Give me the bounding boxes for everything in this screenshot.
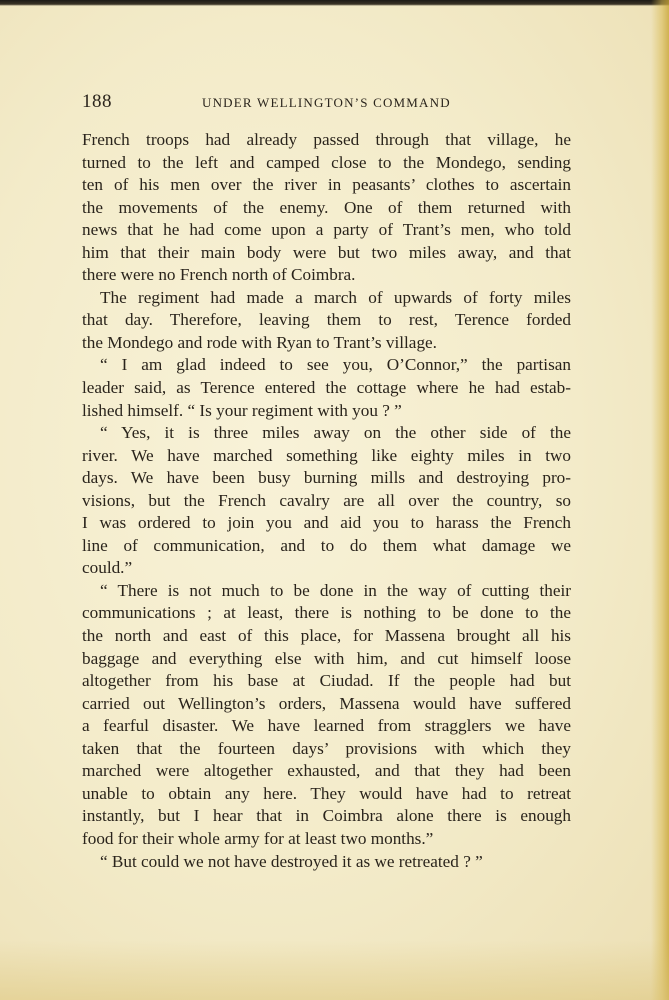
text-line: “ I am glad indeed to see you, O’Connor,” the partisan: [100, 355, 571, 375]
page-number: 188: [82, 91, 112, 112]
text-line: baggage and everything else with him, and cut himself loose: [82, 648, 571, 668]
text-line: turned to the left and camped close to the Mondego, sending: [82, 152, 571, 172]
text-line: a fearful disaster. We have learned from stragglers we have: [82, 716, 571, 736]
text-line: instantly, but I hear that in Coimbra alone there is enough: [82, 806, 571, 826]
page-bottom-shading: [0, 940, 669, 1000]
text-line: the Mondego and rode with Ryan to Trant’s village.: [82, 332, 437, 352]
body-text: [82, 129, 571, 873]
text-line: line of communication, and to do them what damage we: [82, 535, 571, 555]
text-line: taken that the fourteen days’ provisions with which they: [82, 738, 571, 758]
page-edge-shading: [651, 0, 669, 1000]
text-line: unable to obtain any here. They would have had to retreat: [82, 783, 571, 803]
text-line: “ There is not much to be done in the way of cutting their: [100, 580, 571, 600]
text-line: food for their whole army for at least two months.”: [82, 828, 434, 848]
text-line: ten of his men over the river in peasants’ clothes to ascertain: [82, 175, 571, 195]
page-header: [82, 91, 572, 115]
text-line: the movements of the enemy. One of them returned with: [82, 197, 571, 217]
text-line: days. We have been busy burning mills and destroying pro-: [82, 468, 571, 488]
text-line: “ But could we not have destroyed it as we retreated ? ”: [100, 851, 483, 871]
text-line: “ Yes, it is three miles away on the other side of the: [100, 423, 571, 443]
text-line: could.”: [82, 558, 133, 578]
text-line: marched were altogether exhausted, and that they had been: [82, 761, 571, 781]
text-line: leader said, as Terence entered the cottage where he had estab-: [82, 378, 571, 398]
text-line: lished himself. “ Is your regiment with you ? ”: [82, 400, 402, 420]
text-line: visions, but the French cavalry are all over the country, so: [82, 490, 571, 510]
text-line: news that he had come upon a party of Trant’s men, who told: [82, 220, 571, 240]
text-line: French troops had already passed through that village, he: [82, 130, 571, 149]
text-line: the north and east of this place, for Massena brought all his: [82, 626, 571, 646]
text-line: The regiment had made a march of upwards of forty miles: [100, 287, 571, 307]
text-line: that day. Therefore, leaving them to rest, Terence forded: [82, 310, 571, 330]
text-line: altogether from his base at Ciudad. If the people had but: [82, 671, 571, 691]
running-head: UNDER WELLINGTON’S COMMAND: [202, 95, 451, 110]
text-line: him that their main body were but two miles away, and that: [82, 242, 571, 262]
text-line: carried out Wellington’s orders, Massena would have suffered: [82, 693, 571, 713]
text-line: river. We have marched something like eighty miles in two: [82, 445, 571, 465]
text-line: communications ; at least, there is nothing to be done to the: [82, 603, 571, 623]
top-border: [0, 0, 669, 6]
text-line: I was ordered to join you and aid you to harass the French: [82, 513, 571, 533]
text-line: there were no French north of Coimbra.: [82, 265, 356, 285]
